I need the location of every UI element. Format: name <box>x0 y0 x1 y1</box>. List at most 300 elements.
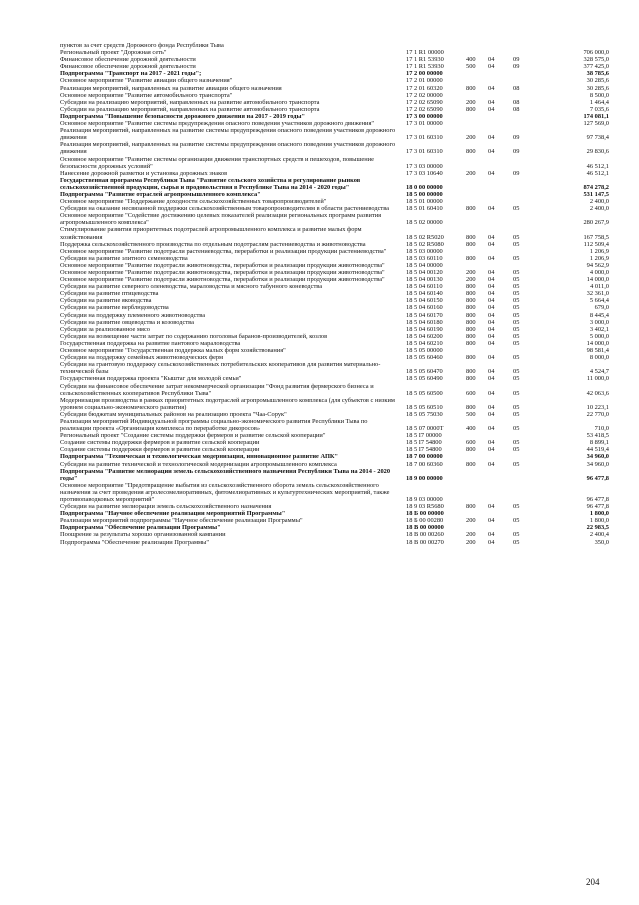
row-name: Субсидии на поддержку племенного животноводства <box>60 311 206 319</box>
row-name: Основное мероприятие "Развитие подотрасли животноводства, переработки и реализации продукции животноводства" <box>60 269 385 276</box>
row-name: Основное мероприятие "Государственная поддержка малых форм хозяйствования" <box>60 347 286 355</box>
row-amount: 5 664,4 <box>589 297 609 305</box>
row-name: Основное мероприятие "Развитие системы организации движения транспортных средств и пешеходов, повышение безопасности дорожных условий" <box>60 155 374 170</box>
row-section: 04 <box>488 339 495 347</box>
table-row <box>60 354 609 361</box>
row-amount: 8 500,0 <box>589 91 609 99</box>
row-name: Подпрограмма "Транспорт на 2017 - 2021 годы"; <box>60 70 202 78</box>
table-row <box>60 241 609 248</box>
row-amount: 3 000,0 <box>589 318 609 326</box>
row-target-code: 18 5 05 60500 <box>406 389 443 397</box>
table-row <box>60 375 609 382</box>
row-expense-type: 800 <box>466 446 476 454</box>
row-expense-type: 800 <box>466 311 476 319</box>
row-subsection: 05 <box>513 517 520 525</box>
row-amount: 174 081,1 <box>583 112 609 120</box>
row-amount: 1 464,4 <box>589 98 609 106</box>
row-subsection: 05 <box>513 538 520 546</box>
row-name: Субсидии за реализованное мясо <box>60 325 150 333</box>
row-amount: 3 402,1 <box>589 325 609 333</box>
row-amount: 679,0 <box>594 304 609 312</box>
table-row <box>60 539 609 546</box>
row-name: Основное мероприятие "Развитие подотрасли животноводства, переработки и реализации продукции животноводства" <box>60 276 385 284</box>
row-section: 04 <box>488 503 495 511</box>
row-name: Реализация мероприятий, направленных на развитие системы предупреждения опасного поведения участников дорожного движения <box>60 141 396 156</box>
row-expense-type: 200 <box>466 134 476 142</box>
row-expense-type: 800 <box>466 205 476 213</box>
row-expense-type: 400 <box>466 56 476 64</box>
row-subsection: 05 <box>513 304 520 312</box>
table-row <box>60 524 609 531</box>
row-target-code: 18 5 00 00000 <box>406 190 443 198</box>
row-amount: 42 063,6 <box>586 389 609 397</box>
row-target-code: 18 5 02 R5020 <box>406 233 444 241</box>
table-row <box>60 517 609 524</box>
row-target-code: 18 5 02 00000 <box>406 219 443 227</box>
row-name: Субсидии на грантовую поддержку сельскохозяйственных потребительских кооперативов для развития материально-технической базы <box>60 361 381 376</box>
table-row <box>60 156 609 170</box>
row-name: Реализация мероприятий Индивидуальной программы социально-экономического развития Республики Тыва по реализации проекта «Организация комплекса по переработке дикоросов» <box>60 417 368 433</box>
row-expense-type: 500 <box>466 410 476 418</box>
row-name: Субсидии на оказание несвязанной поддержки сельскохозяйственным товаропроизводителям в области растениеводства <box>60 205 389 213</box>
row-target-code: 17 2 02 65090 <box>406 105 443 113</box>
table-row <box>60 49 609 56</box>
row-target-code: 18 5 07 0000Т <box>406 425 444 433</box>
row-expense-type: 800 <box>466 318 476 326</box>
row-expense-type: 800 <box>466 283 476 291</box>
table-row <box>60 326 609 333</box>
row-target-code: 18 5 04 60150 <box>406 297 443 305</box>
table-row <box>60 347 609 354</box>
row-amount: 46 512,1 <box>586 162 609 170</box>
row-section: 04 <box>488 297 495 305</box>
table-row <box>60 333 609 340</box>
row-subsection: 05 <box>513 354 520 362</box>
table-row <box>60 56 609 63</box>
row-section: 04 <box>488 269 495 276</box>
row-target-code: 18 5 04 60110 <box>406 283 443 291</box>
row-name: Субсидии на развитие птицеводства <box>60 290 159 298</box>
row-amount: 4 524,7 <box>589 368 609 376</box>
row-section: 04 <box>488 105 495 113</box>
row-target-code: 18 5 03 60110 <box>406 254 443 262</box>
row-amount: 127 569,0 <box>583 120 609 128</box>
row-amount: 280 267,9 <box>583 219 609 227</box>
table-row <box>60 255 609 262</box>
row-expense-type: 200 <box>466 169 476 177</box>
row-amount: 112 509,4 <box>583 240 609 248</box>
table-row <box>60 120 609 127</box>
row-name: Субсидии на развитие верблюдоводства <box>60 304 169 312</box>
row-target-code: 18 5 04 60140 <box>406 290 443 298</box>
table-row <box>60 468 609 482</box>
row-expense-type: 800 <box>466 339 476 347</box>
row-amount: 46 512,1 <box>586 169 609 177</box>
row-name: Субсидии на развитие элитного семеноводства <box>60 254 188 262</box>
row-amount: 97 738,4 <box>586 134 609 142</box>
row-target-code: 18 5 05 00000 <box>406 347 443 355</box>
row-target-code: 17 2 02 00000 <box>406 91 443 99</box>
table-row <box>60 312 609 319</box>
table-row <box>60 205 609 212</box>
row-amount: 2 400,4 <box>589 531 609 539</box>
row-name: Подпрограмма "Развитие мелиорации земель сельскохозяйственного назначения Республики Тыва на 2014 - 2020 годы" <box>60 467 391 482</box>
row-section: 04 <box>488 84 495 92</box>
row-subsection: 05 <box>513 205 520 213</box>
row-name: Поддержка сельскохозяйственного производства по отдельным подотраслям растениеводства и животноводства <box>60 240 366 248</box>
table-row <box>60 304 609 311</box>
row-subsection: 09 <box>513 63 520 71</box>
row-name: Реализация мероприятий, направленных на развитие авиации общего назначения <box>60 84 282 92</box>
row-amount: 22 770,0 <box>586 410 609 418</box>
row-name: Поощрение за результаты хорошо организованной кампании <box>60 531 226 539</box>
budget-table <box>60 42 609 546</box>
row-subsection: 05 <box>513 233 520 241</box>
row-expense-type: 800 <box>466 240 476 248</box>
table-row <box>60 262 609 269</box>
row-amount: 1 206,9 <box>589 254 609 262</box>
row-name: Субсидии на развитие овцеводства и козоводства <box>60 318 194 326</box>
table-row <box>60 276 609 283</box>
row-section: 04 <box>488 425 495 433</box>
row-target-code: 18 Б 00 00280 <box>406 517 444 525</box>
row-amount: 4 000,0 <box>589 269 609 276</box>
row-name: Субсидии на реализацию мероприятий, направленных на развитие автомобильного транспорта <box>60 98 320 106</box>
row-name: Основное мероприятие "Поддержание доходности сельскохозяйственных товаропроизводителей" <box>60 198 327 206</box>
row-subsection: 05 <box>513 368 520 376</box>
table-row <box>60 418 609 432</box>
row-subsection: 05 <box>513 269 520 276</box>
row-target-code: 17 2 00 00000 <box>406 70 443 78</box>
row-name: Основное мероприятие "Развитие автомобильного транспорта" <box>60 91 233 99</box>
row-amount: 34 960,0 <box>586 453 609 461</box>
row-amount: 34 960,0 <box>586 460 609 468</box>
table-row <box>60 127 609 141</box>
row-amount: 8 899,1 <box>589 439 609 447</box>
row-name: Стимулирование развития приоритетных подотраслей агропромышленного комплекса и развитие малых форм хозяйствования <box>60 226 362 241</box>
row-subsection: 05 <box>513 290 520 298</box>
table-row <box>60 297 609 304</box>
row-subsection: 08 <box>513 84 520 92</box>
row-name: Основное мероприятие "Развитие подотрасли животноводства, переработки и реализации продукции животноводства" <box>60 261 385 269</box>
table-row <box>60 446 609 453</box>
row-expense-type: 200 <box>466 276 476 284</box>
row-subsection: 05 <box>513 446 520 454</box>
row-subsection: 05 <box>513 240 520 248</box>
row-name: Подпрограмма "Развитие отраслей агропромышленного комплекса" <box>60 190 261 198</box>
row-target-code: 18 5 I7 54800 <box>406 439 442 447</box>
row-subsection: 05 <box>513 439 520 447</box>
row-target-code: 18 7 00 00000 <box>406 453 443 461</box>
row-amount: 7 035,6 <box>589 105 609 113</box>
row-target-code: 17 3 01 60310 <box>406 148 443 156</box>
row-subsection: 08 <box>513 105 520 113</box>
row-name: Субсидии на развитие яководства <box>60 297 152 305</box>
row-name: Подпрограмма "Обеспечение реализации Программы" <box>60 538 209 546</box>
row-name: Основное мероприятие "Развитие подотрасли растениеводства, переработки и реализации продукции растениеводства" <box>60 247 387 255</box>
row-amount: 710,0 <box>594 425 609 433</box>
row-target-code: 17 3 01 00000 <box>406 120 443 128</box>
budget-rows <box>60 42 609 546</box>
row-subsection: 09 <box>513 56 520 64</box>
row-target-code: 17 3 03 00000 <box>406 162 443 170</box>
table-row <box>60 283 609 290</box>
row-expense-type: 200 <box>466 531 476 539</box>
row-expense-type: 800 <box>466 354 476 362</box>
table-row <box>60 510 609 517</box>
row-section: 04 <box>488 354 495 362</box>
row-section: 04 <box>488 56 495 64</box>
row-amount: 32 361,0 <box>586 290 609 298</box>
row-name: Финансовое обеспечение дорожной деятельности <box>60 56 196 64</box>
row-section: 04 <box>488 63 495 71</box>
table-row <box>60 70 609 77</box>
row-section: 04 <box>488 446 495 454</box>
row-target-code: 18 5 I7 54800 <box>406 446 442 454</box>
row-name: Субсидии бюджетам муниципальных районов на реализацию проекта "Чаа-Сорук" <box>60 410 287 418</box>
row-section: 04 <box>488 240 495 248</box>
row-section: 04 <box>488 276 495 284</box>
row-subsection: 05 <box>513 531 520 539</box>
table-row <box>60 226 609 240</box>
row-name: Нанесение дорожной разметки и установка дорожных знаков <box>60 169 228 177</box>
table-row <box>60 170 609 177</box>
row-expense-type: 800 <box>466 233 476 241</box>
table-row <box>60 42 609 49</box>
row-section: 04 <box>488 98 495 106</box>
row-name: Субсидии на реализацию мероприятий, направленных на развитие автомобильного транспорта <box>60 105 320 113</box>
row-section: 04 <box>488 318 495 326</box>
row-name: Подпрограмма "Обеспечение реализации Программы" <box>60 524 221 532</box>
row-name: Финансовое обеспечение дорожной деятельности <box>60 63 196 71</box>
table-row <box>60 290 609 297</box>
row-target-code: 18 5 05 60510 <box>406 403 443 411</box>
row-target-code: 18 5 04 60170 <box>406 311 443 319</box>
row-section: 04 <box>488 531 495 539</box>
row-expense-type: 200 <box>466 98 476 106</box>
row-name: Основное мероприятие "Содействие достижению целевых показателей реализации региональных программ развития агропромышленного комплекса" <box>60 212 382 227</box>
row-subsection: 05 <box>513 410 520 418</box>
table-row <box>60 361 609 375</box>
table-row <box>60 248 609 255</box>
row-target-code: 18 5 04 60200 <box>406 332 443 340</box>
row-name: Модернизация производства в рамках приоритетных подотраслей агропромышленного комплекса (для субъектов с низким уровнем социально-экономического развития) <box>60 396 395 411</box>
table-row <box>60 503 609 510</box>
row-expense-type: 800 <box>466 148 476 156</box>
row-subsection: 05 <box>513 389 520 397</box>
row-target-code: 17 2 01 00000 <box>406 77 443 85</box>
row-section: 04 <box>488 233 495 241</box>
table-row <box>60 106 609 113</box>
row-amount: 22 983,5 <box>586 524 609 532</box>
row-target-code: 18 5 05 60490 <box>406 375 443 383</box>
row-subsection: 09 <box>513 169 520 177</box>
row-expense-type: 800 <box>466 105 476 113</box>
row-subsection: 05 <box>513 375 520 383</box>
row-subsection: 05 <box>513 283 520 291</box>
row-subsection: 05 <box>513 325 520 333</box>
row-subsection: 05 <box>513 254 520 262</box>
row-subsection: 05 <box>513 276 520 284</box>
row-name: Основное мероприятие "Развитие системы предупреждения опасного поведения участников дорожного движения" <box>60 120 375 128</box>
row-target-code: 18 5 04 60190 <box>406 325 443 333</box>
row-name: Субсидии на развитие технической и технологической модернизации агропромышленного комплекса <box>60 460 337 468</box>
table-row <box>60 212 609 226</box>
row-section: 04 <box>488 311 495 319</box>
table-row <box>60 397 609 411</box>
row-section: 04 <box>488 389 495 397</box>
row-amount: 96 477,8 <box>586 496 609 503</box>
row-amount: 1 206,9 <box>589 247 609 255</box>
row-amount: 14 000,0 <box>586 276 609 284</box>
row-expense-type: 500 <box>466 63 476 71</box>
row-target-code: 18 5 01 60410 <box>406 205 443 213</box>
table-row <box>60 198 609 205</box>
row-target-code: 17 1 R1 53930 <box>406 63 444 71</box>
row-amount: 531 147,5 <box>583 190 609 198</box>
row-amount: 2 400,0 <box>589 198 609 206</box>
row-expense-type: 800 <box>466 325 476 333</box>
row-expense-type: 800 <box>466 297 476 305</box>
row-section: 04 <box>488 403 495 411</box>
row-target-code: 17 3 01 60310 <box>406 134 443 142</box>
row-name: Создание системы поддержки фермеров и развитие сельской кооперации <box>60 439 260 447</box>
row-target-code: 18 9 03 R5680 <box>406 503 444 511</box>
row-target-code: 18 5 02 R5080 <box>406 240 444 248</box>
row-section: 04 <box>488 205 495 213</box>
row-target-code: 17 2 01 60320 <box>406 84 443 92</box>
row-amount: 53 418,5 <box>586 432 609 440</box>
table-row <box>60 439 609 446</box>
row-name: Основное мероприятие "Предотвращение выбытия из сельскохозяйственного оборота земель сельскохозяйственного назначения за счет проведения агролесомелиоративных, фитомелиоративных и культуртехнических мероприятий, также противопаводковых мероприятий" <box>60 481 390 503</box>
row-amount: 10 223,1 <box>586 403 609 411</box>
row-section: 04 <box>488 375 495 383</box>
row-amount: 350,0 <box>594 538 609 546</box>
table-row <box>60 340 609 347</box>
row-amount: 2 400,0 <box>589 205 609 213</box>
row-section: 04 <box>488 169 495 177</box>
table-row <box>60 453 609 460</box>
row-amount: 44 519,4 <box>586 446 609 454</box>
row-section: 04 <box>488 325 495 333</box>
table-row <box>60 531 609 538</box>
row-name: Субсидии на развитие северного оленеводства, мараловодства и мясного табунного коневодства <box>60 283 323 291</box>
row-expense-type: 600 <box>466 389 476 397</box>
table-row <box>60 461 609 468</box>
row-target-code: 18 5 03 00000 <box>406 247 443 255</box>
row-amount: 14 000,0 <box>586 339 609 347</box>
table-row <box>60 77 609 84</box>
table-row <box>60 63 609 70</box>
row-name: Субсидии на поддержку семейных животноводческих ферм <box>60 354 224 362</box>
row-section: 04 <box>488 538 495 546</box>
row-section: 04 <box>488 290 495 298</box>
row-target-code: 18 5 04 00130 <box>406 276 443 284</box>
row-target-code: 18 5 I7 00000 <box>406 432 442 440</box>
row-name: Региональный проект "Дорожная сеть" <box>60 49 167 57</box>
row-amount: 98 581,4 <box>586 347 609 355</box>
row-section: 04 <box>488 368 495 376</box>
table-row <box>60 141 609 155</box>
row-section: 04 <box>488 134 495 142</box>
row-name: Субсидии на возмещение части затрат по содержанию поголовья баранов-производителей, козлов <box>60 332 328 340</box>
row-amount: 38 785,6 <box>586 70 609 78</box>
row-amount: 29 830,6 <box>586 148 609 156</box>
row-expense-type: 200 <box>466 538 476 546</box>
table-row <box>60 85 609 92</box>
row-target-code: 18 7 00 60360 <box>406 460 443 468</box>
row-section: 04 <box>488 283 495 291</box>
row-target-code: 18 5 04 60180 <box>406 318 443 326</box>
table-row <box>60 113 609 120</box>
row-amount: 30 285,6 <box>586 77 609 85</box>
row-amount: 1 800,0 <box>589 510 609 518</box>
row-expense-type: 200 <box>466 517 476 525</box>
row-expense-type: 800 <box>466 403 476 411</box>
table-row <box>60 191 609 198</box>
row-name: Подпрограмма "Научное обеспечение реализации мероприятий Программы" <box>60 510 286 518</box>
row-target-code: 18 5 01 00000 <box>406 198 443 206</box>
row-expense-type: 800 <box>466 503 476 511</box>
row-amount: 874 278,2 <box>583 183 609 191</box>
row-subsection: 05 <box>513 403 520 411</box>
row-subsection: 05 <box>513 297 520 305</box>
row-section: 04 <box>488 517 495 525</box>
table-row <box>60 383 609 397</box>
row-expense-type: 800 <box>466 254 476 262</box>
row-name: Субсидии на развитие мелиорации земель сельскохозяйственного назначения <box>60 503 272 511</box>
row-expense-type: 800 <box>466 84 476 92</box>
row-name: Реализация мероприятий подпрограммы "Научное обеспечение реализации Программы" <box>60 517 303 525</box>
row-name: Создание системы поддержки фермеров и развитие сельской кооперации <box>60 446 260 454</box>
row-subsection: 09 <box>513 148 520 156</box>
table-row <box>60 177 609 191</box>
row-amount: 8 000,0 <box>589 354 609 362</box>
row-section: 04 <box>488 304 495 312</box>
row-amount: 30 285,6 <box>586 84 609 92</box>
row-target-code: 18 5 04 00000 <box>406 261 443 269</box>
row-expense-type: 800 <box>466 368 476 376</box>
row-target-code: 18 В 00 00000 <box>406 524 444 532</box>
row-amount: 706 000,0 <box>583 49 609 57</box>
row-target-code: 18 9 03 00000 <box>406 496 443 503</box>
row-subsection: 05 <box>513 311 520 319</box>
row-name: Региональный проект "Создание системы поддержки фермеров и развитие сельской кооперации" <box>60 432 326 440</box>
row-name: Государственная поддержка проекта "Кыштаг для молодой семьи" <box>60 375 242 383</box>
row-target-code: 18 В 00 00260 <box>406 531 444 539</box>
row-section: 04 <box>488 410 495 418</box>
row-name: Субсидии на финансовое обеспечение затрат некоммерческой организации "Фонд развития фермерского бизнеса и сельскохозяйственных кооперативов Республики Тыва" <box>60 382 374 397</box>
row-target-code: 17 1 R1 00000 <box>406 49 444 57</box>
row-expense-type: 200 <box>466 269 476 276</box>
row-target-code: 18 0 00 00000 <box>406 183 443 191</box>
row-expense-type: 800 <box>466 460 476 468</box>
row-name: Подпрограмма "Повышение безопасности дорожного движения на 2017 - 2019 годы" <box>60 112 306 120</box>
row-amount: 1 800,0 <box>589 517 609 525</box>
table-row <box>60 432 609 439</box>
row-expense-type: 400 <box>466 425 476 433</box>
row-subsection: 09 <box>513 134 520 142</box>
row-target-code: 17 3 00 00000 <box>406 112 443 120</box>
row-subsection: 05 <box>513 503 520 511</box>
page-number: 204 <box>586 877 600 887</box>
row-section: 04 <box>488 254 495 262</box>
row-amount: 328 575,0 <box>583 56 609 64</box>
row-name: Реализация мероприятий, направленных на развитие системы предупреждения опасного поведения участников дорожного движения <box>60 127 396 142</box>
row-amount: 4 011,0 <box>590 283 609 291</box>
row-expense-type: 800 <box>466 304 476 312</box>
row-subsection: 05 <box>513 332 520 340</box>
